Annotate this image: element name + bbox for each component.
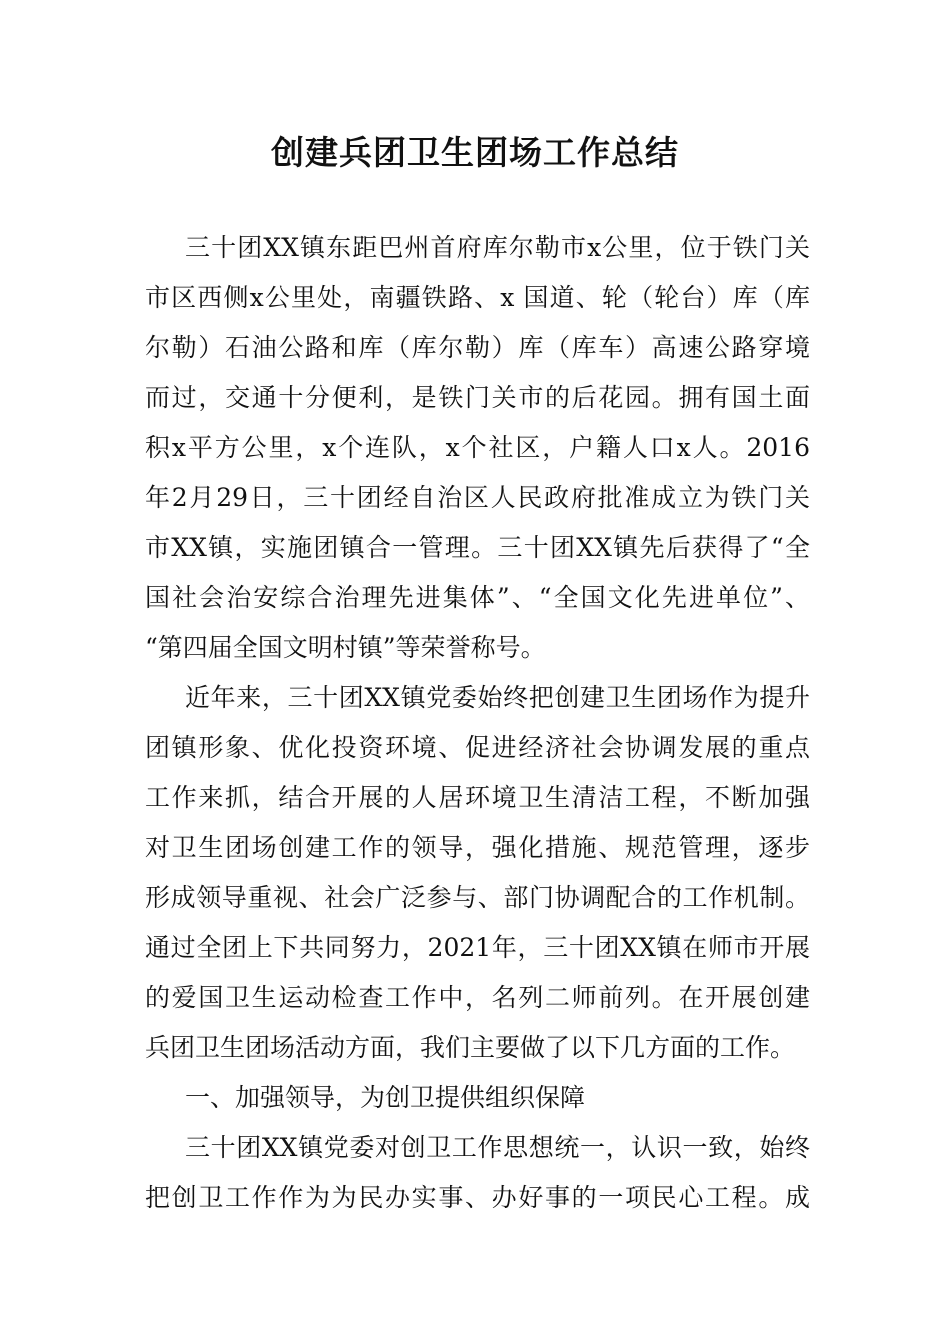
paragraph-3-line-1: 三十团XX镇党委对创卫工作思想统一，认识一致，始终 [185,1133,810,1162]
paragraph-2-line-7: 的爱国卫生运动检查工作中，名列二师前列。在开展创建 [145,983,810,1012]
paragraph-3-line-2: 把创卫工作作为为民办实事、办好事的一项民心工程。成 [145,1183,810,1212]
paragraph-1-line-7: 市XX镇，实施团镇合一管理。三十团XX镇先后获得了“全 [145,533,810,562]
paragraph-1-line-3: 尔勒）石油公路和库（库尔勒）库（库车）高速公路穿境 [145,333,810,362]
paragraph-1-line-1: 三十团XX镇东距巴州首府库尔勒市x公里，位于铁门关 [185,233,810,262]
section-heading-1: 一、加强领导，为创卫提供组织保障 [185,1083,586,1112]
paragraph-2-line-6: 通过全团上下共同努力，2021年，三十团XX镇在师市开展 [145,933,810,962]
paragraph-1-line-5: 积x平方公里，x个连队，x个社区，户籍人口x人。2016 [145,433,810,462]
paragraph-1-line-6: 年2月29日，三十团经自治区人民政府批准成立为铁门关 [145,483,810,512]
paragraph-1-line-4: 而过，交通十分便利，是铁门关市的后花园。拥有国土面 [145,383,810,412]
paragraph-2-line-2: 团镇形象、优化投资环境、促进经济社会协调发展的重点 [145,733,810,762]
paragraph-2-line-4: 对卫生团场创建工作的领导，强化措施、规范管理，逐步 [145,833,810,862]
paragraph-2-line-1: 近年来，三十团XX镇党委始终把创建卫生团场作为提升 [185,683,810,712]
paragraph-1-line-8: 国社会治安综合治理先进集体”、“全国文化先进单位”、 [145,583,810,612]
paragraph-1-line-2: 市区西侧x公里处，南疆铁路、x 国道、轮（轮台）库（库 [145,283,810,312]
document-body [145,223,810,1223]
document-title: 创建兵团卫生团场工作总结 [271,133,679,172]
paragraph-2-line-3: 工作来抓，结合开展的人居环境卫生清洁工程，不断加强 [145,783,810,812]
paragraph-2-line-8: 兵团卫生团场活动方面，我们主要做了以下几方面的工作。 [145,1033,796,1062]
paragraph-1-line-9: “第四届全国文明村镇”等荣誉称号。 [145,633,546,662]
paragraph-2-line-5: 形成领导重视、社会广泛参与、部门协调配合的工作机制。 [145,883,810,912]
